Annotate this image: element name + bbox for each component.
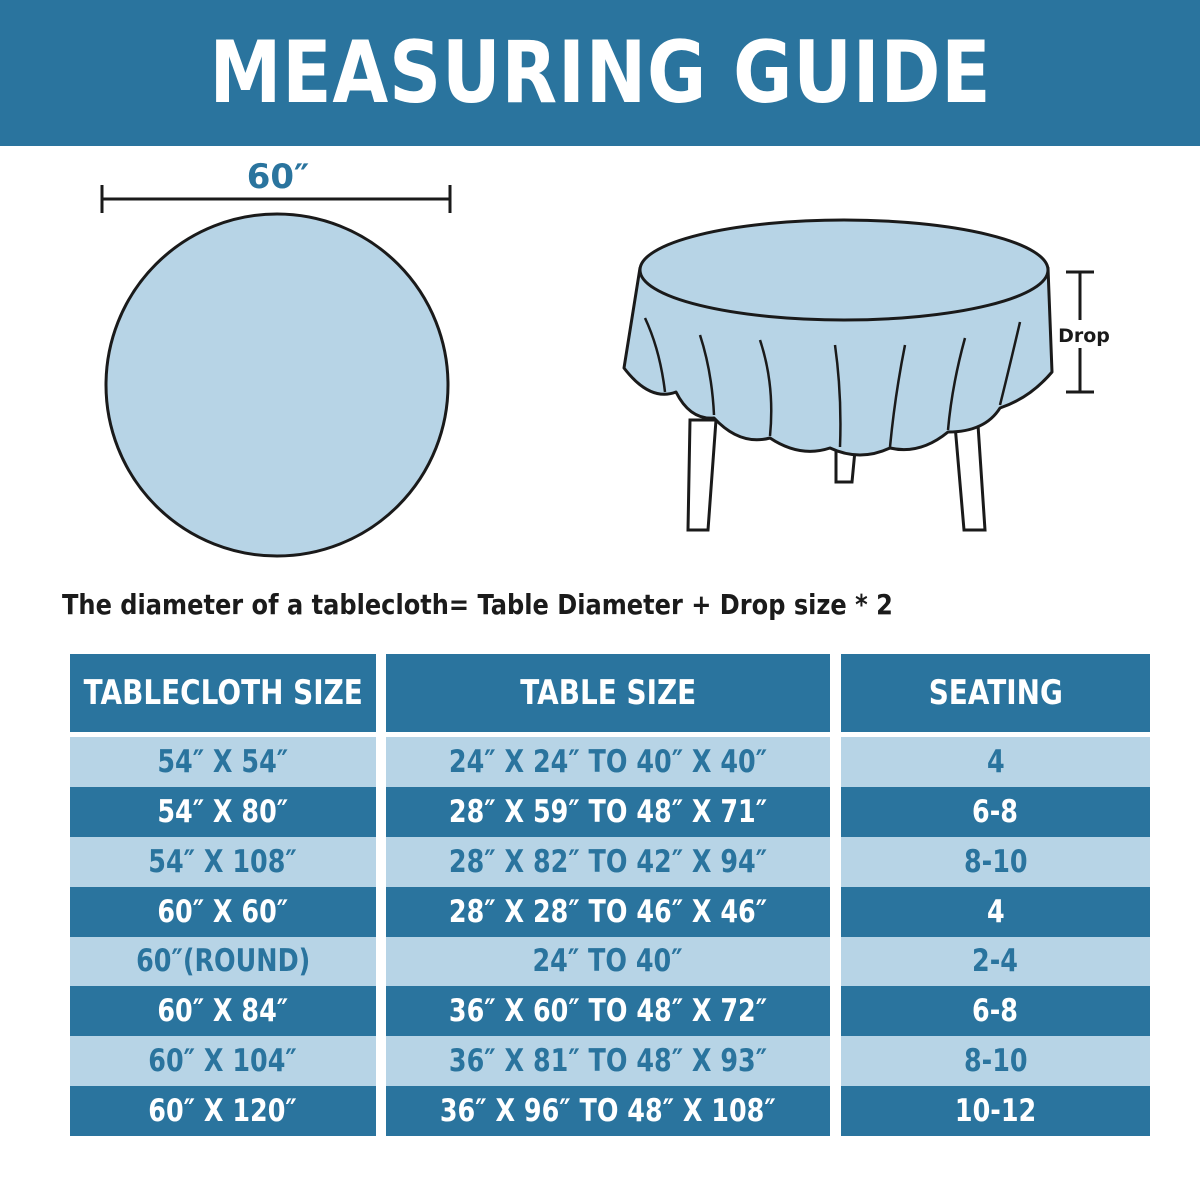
- table-cell: 10-12: [841, 1086, 1150, 1136]
- measurement-diagram: [0, 146, 1200, 586]
- size-table: [70, 654, 1150, 1136]
- column-header: TABLECLOTH SIZE: [70, 654, 376, 732]
- table-cell: 8-10: [841, 837, 1150, 887]
- round-tablecloth-top-view: [106, 214, 448, 556]
- table-cell: 60″ X 104″: [70, 1036, 376, 1086]
- table-cell: 60″ X 120″: [70, 1086, 376, 1136]
- table-cell: 28″ X 28″ TO 46″ X 46″: [386, 887, 830, 937]
- table-cell: 6-8: [841, 986, 1150, 1036]
- column-header: SEATING: [841, 654, 1150, 732]
- table-cell: 36″ X 96″ TO 48″ X 108″: [386, 1086, 830, 1136]
- table-cell: 2-4: [841, 937, 1150, 987]
- table-side-view: [624, 220, 1052, 530]
- table-cell: 28″ X 82″ TO 42″ X 94″: [386, 837, 830, 887]
- table-top: [640, 220, 1048, 320]
- page-title: MEASURING GUIDE: [209, 23, 991, 123]
- table-cell: 8-10: [841, 1036, 1150, 1086]
- table-cell: 60″(ROUND): [70, 937, 376, 987]
- table-cell: 60″ X 84″: [70, 986, 376, 1036]
- table-cell: 54″ X 108″: [70, 837, 376, 887]
- header-banner: [0, 0, 1200, 146]
- table-cell: 4: [841, 737, 1150, 787]
- column-table-size: [386, 654, 830, 1136]
- table-cell: 24″ TO 40″: [386, 937, 830, 987]
- table-cell: 54″ X 80″: [70, 787, 376, 837]
- table-cell: 36″ X 81″ TO 48″ X 93″: [386, 1036, 830, 1086]
- table-cell: 4: [841, 887, 1150, 937]
- diameter-label: 60″: [246, 157, 310, 197]
- table-leg: [955, 425, 985, 530]
- table-cell: 60″ X 60″: [70, 887, 376, 937]
- drop-dimension: [1058, 272, 1110, 392]
- table-leg: [688, 420, 716, 530]
- table-cell: 54″ X 54″: [70, 737, 376, 787]
- column-seating: [841, 654, 1150, 1136]
- column-header: TABLE SIZE: [386, 654, 830, 732]
- diameter-dimension: [102, 157, 450, 213]
- table-cell: 36″ X 60″ TO 48″ X 72″: [386, 986, 830, 1036]
- drop-label: Drop: [1058, 325, 1110, 347]
- table-cell: 6-8: [841, 787, 1150, 837]
- table-cell: 28″ X 59″ TO 48″ X 71″: [386, 787, 830, 837]
- table-cell: 24″ X 24″ TO 40″ X 40″: [386, 737, 830, 787]
- diameter-formula: The diameter of a tablecloth= Table Diameter + Drop size * 2: [62, 588, 893, 621]
- column-tablecloth-size: [70, 654, 376, 1136]
